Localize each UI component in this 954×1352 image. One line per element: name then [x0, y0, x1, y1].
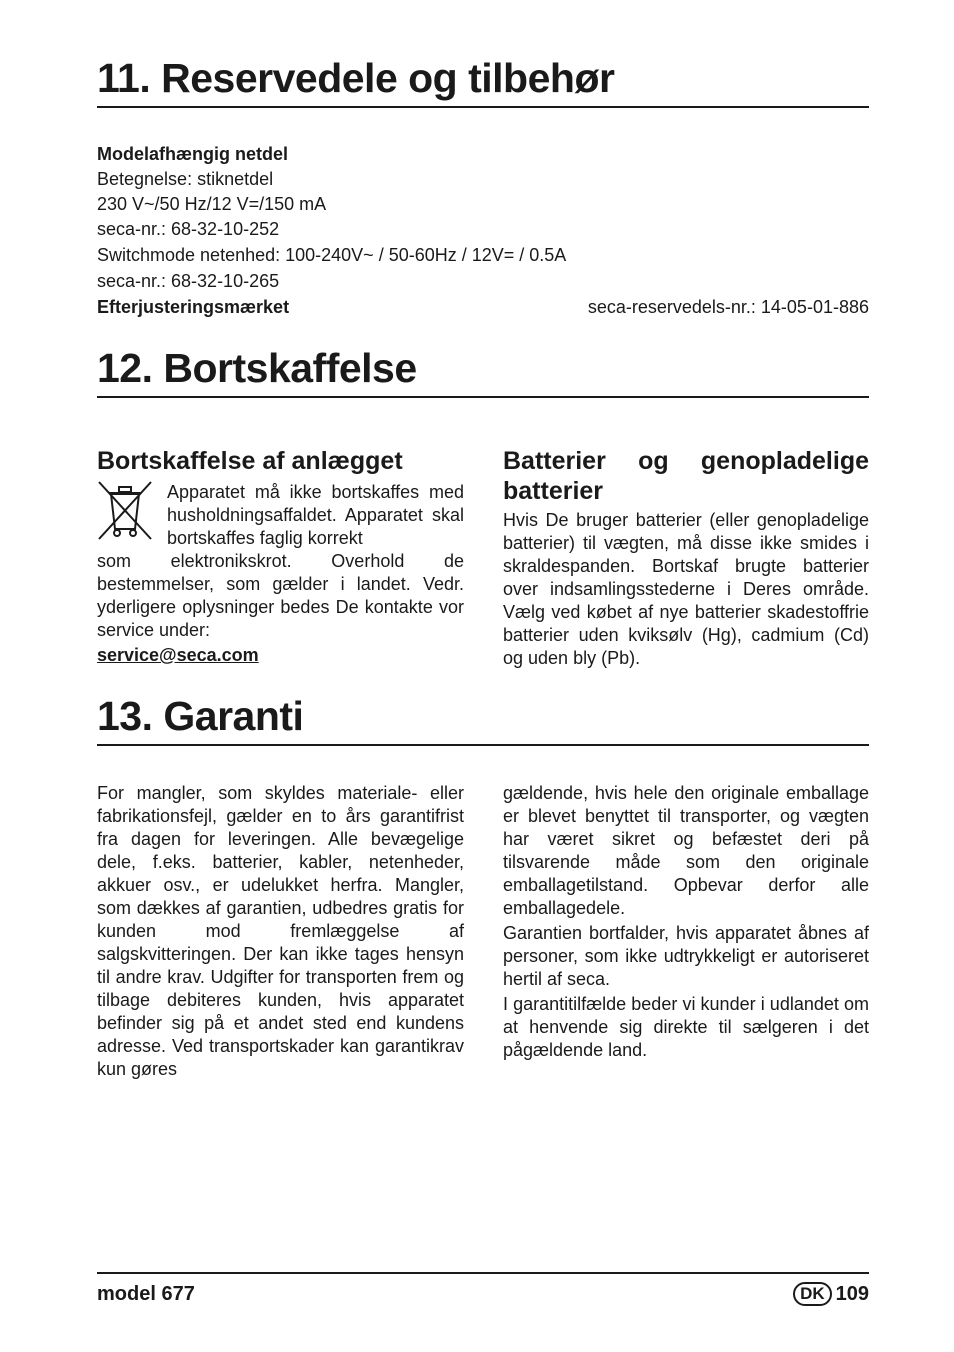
section-11-title: 11. Reservedele og tilbehør: [97, 54, 869, 108]
netdel-line: seca-nr.: 68-32-10-252: [97, 219, 280, 239]
section-13-title: 13. Garanti: [97, 692, 869, 746]
batteries-heading: Batterier og genopladelige batterier: [503, 447, 869, 505]
footer-rule: [97, 1272, 869, 1274]
netdel-line: seca-nr.: 68-32-10-265: [97, 271, 280, 291]
netdel-heading: Modelafhængig netdel: [97, 144, 288, 164]
batteries-text: Hvis De bruger batterier (eller genopladelige batterier) til vægten, må disse ikke smides i skraldespanden. Bortskaf brugte batterier over indsamlingsstederne i Deres område. Vælg ved købet af nye batterier skadestoffrie batterier uden kviksølv (Hg), cadmium (Cd) og uden bly (Pb).: [503, 510, 869, 668]
footer-model: model 677: [97, 1283, 195, 1305]
language-badge: DK: [793, 1282, 832, 1306]
disposal-heading: Bortskaffelse af anlægget: [97, 447, 403, 475]
batteries-column: [503, 446, 869, 670]
warranty-paragraph: Garantien bortfalder, hvis apparatet åbnes af personer, som ikke udtrykkeligt er autoriseret hertil af seca.: [503, 923, 869, 989]
crossed-out-wheelie-bin-icon: [97, 481, 153, 541]
disposal-body: [97, 481, 464, 667]
efterjustering-part-number: seca-reservedels-nr.: 14-05-01-886: [587, 297, 869, 317]
page-number: 109: [835, 1283, 869, 1305]
warranty-text-left: For mangler, som skyldes materiale- eller fabrikationsfejl, gælder en to års garantifrist fra dagen for leveringen. Alle bevægelige dele, f.eks. batterier, kabler, netenheder, akkuer osv., er udelukket herfra. Mangler, som dækkes af garantien, udbedres gratis for kunden mod fremlæggelse af salgskvitteringen. Der kan ikke tages hensyn til andre krav. Udgifter for transporten frem og tilbage debiteres kunden, hvis apparatet befinder sig på et andet sted end kundens adresse. Ved transportskader kan garantikrav kun gøres: [97, 783, 464, 1079]
warranty-paragraph: I garantitilfælde beder vi kunder i udlandet om at henvende sig direkte til sælgeren i det pågældende land.: [503, 994, 869, 1060]
efterjustering-heading: Efterjusteringsmærket: [97, 297, 290, 317]
service-email-link[interactable]: service@seca.com: [97, 645, 259, 665]
disposal-text-beside-icon: Apparatet må ikke bortskaffes med husholdningsaffaldet. Apparatet skal bortskaffes faglig korrekt: [167, 482, 464, 548]
disposal-column: [97, 446, 464, 667]
netdel-line: 230 V~/50 Hz/12 V=/150 mA: [97, 194, 327, 214]
footer-page: [793, 1281, 869, 1307]
netdel-line: Betegnelse: stiknetdel: [97, 169, 274, 189]
warranty-paragraph: gældende, hvis hele den originale emballage er blevet benyttet til transporter, og vægten har været sikret og befæstet deri på tilsvarende måde som den originale emballagetilstand. Opbevar derfor alle emballagedele.: [503, 783, 869, 918]
section-12-title: 12. Bortskaffelse: [97, 344, 869, 398]
disposal-text: som elektronikskrot. Overhold de bestemmelser, som gælder i landet. Vedr. yderligere oplysninger bedes De kontakte vor service under:: [97, 551, 464, 640]
warranty-column-right: [503, 782, 869, 1062]
netdel-line: Switchmode netenhed: 100-240V~ / 50-60Hz / 12V= / 0.5A: [97, 245, 567, 265]
